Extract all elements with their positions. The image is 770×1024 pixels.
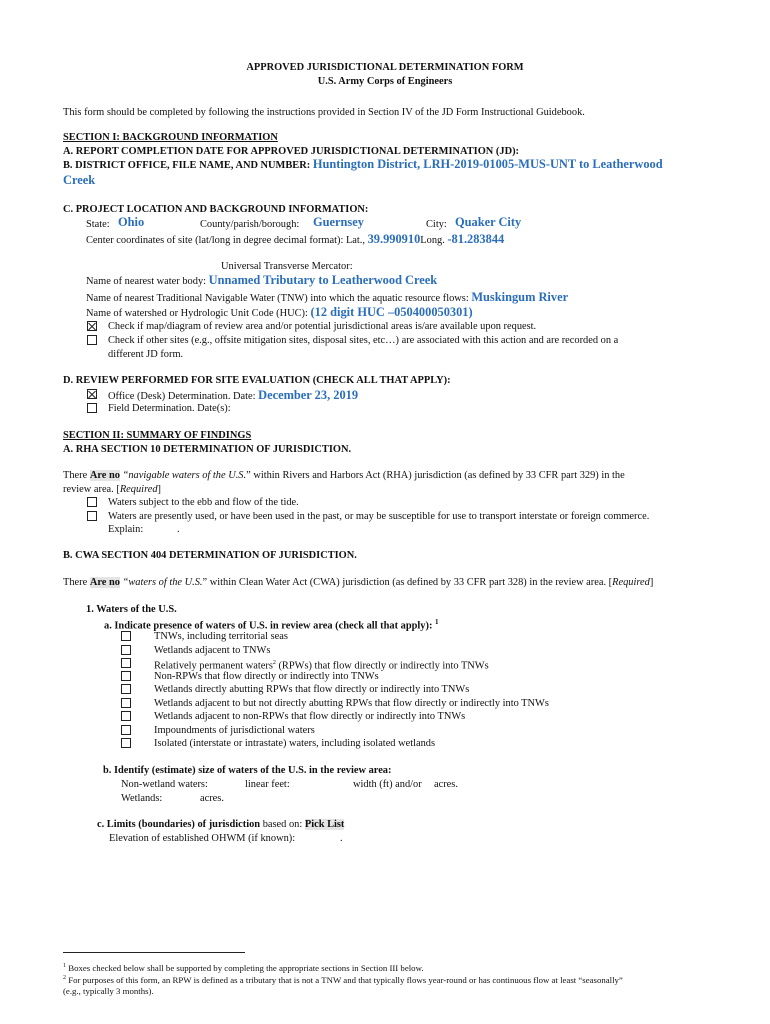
rpw-footnote-ref: 2 <box>272 660 276 666</box>
other-sites-label-cont: different JD form. <box>108 349 184 360</box>
state-label: State: <box>86 219 110 230</box>
water-type-checkbox[interactable] <box>121 671 131 681</box>
section2-heading: SECTION II: SUMMARY OF FINDINGS <box>63 430 252 441</box>
commerce-label: Waters are presently used, or have been used in the past, or may be susceptible for use to transport interstate or foreign commerce. <box>108 511 650 522</box>
water-type-label: TNWs, including territorial seas <box>154 631 288 642</box>
indicate-text: a. Indicate presence of waters of U.S. in review area (check all that apply): <box>104 620 433 632</box>
office-date: December 23, 2019 <box>258 388 359 402</box>
linear-label: linear feet: <box>245 779 290 790</box>
map-diagram-label: Check if map/diagram of review area and/or potential jurisdictional areas is/are available upon request. <box>108 321 537 332</box>
district-value-cont: Creek <box>63 173 96 187</box>
long-value: -81.283844 <box>447 232 505 246</box>
water-type-checkbox[interactable] <box>121 684 131 694</box>
huc-label: Name of watershed or Hydrologic Unit Code (HUC): <box>86 308 308 319</box>
form-title: APPROVED JURISDICTIONAL DETERMINATION FORM <box>246 62 524 73</box>
city-value: Quaker City <box>455 215 522 229</box>
huc-value: (12 digit HUC –050400050301) <box>310 305 473 319</box>
huc-line <box>86 306 473 320</box>
water-type-checkbox[interactable] <box>121 645 131 655</box>
water-type-checkbox[interactable] <box>121 698 131 708</box>
cwa-close: ] <box>649 577 654 588</box>
office-line <box>108 389 358 403</box>
rha-required: Required <box>119 484 158 495</box>
footnote-2-num: 2 <box>63 975 66 981</box>
rha-quote: “navigable waters of the U.S. <box>122 470 247 481</box>
footnote-1-num: 1 <box>63 963 66 969</box>
rha-are-no-picklist[interactable]: Are no <box>89 470 120 481</box>
water-type-label: Wetlands adjacent to non-RPWs that flow directly or indirectly into TNWs <box>154 711 466 722</box>
footnote-1 <box>63 961 424 974</box>
water-type-checkbox[interactable] <box>121 711 131 721</box>
section2-b: B. CWA SECTION 404 DETERMINATION OF JURISDICTION. <box>63 550 357 561</box>
tnw-label: Name of nearest Traditional Navigable Water (TNW) into which the aquatic resource flows: <box>86 293 469 304</box>
water-type-checkbox[interactable] <box>121 631 131 641</box>
section1-c: C. PROJECT LOCATION AND BACKGROUND INFORMATION: <box>63 204 369 215</box>
section1-a: A. REPORT COMPLETION DATE FOR APPROVED JURISDICTIONAL DETERMINATION (JD): <box>63 146 519 157</box>
utm-label: Universal Transverse Mercator: <box>221 261 353 272</box>
rha-line2-text: review area. [ <box>63 484 120 495</box>
footnote-2-text: For purposes of this form, an RPW is defined as a tributary that is not a TNW and that typically flows year-round or has continuous flow at least “seasonally” <box>66 974 623 985</box>
limits-line <box>97 818 344 831</box>
limits-label: c. Limits (boundaries) of jurisdiction <box>97 819 261 830</box>
water-type-label: Non-RPWs that flow directly or indirectly into TNWs <box>154 671 379 682</box>
rpw-label: Relatively permanent waters <box>154 660 273 672</box>
city-label: City: <box>426 219 447 230</box>
rha-there: There <box>63 470 88 481</box>
district-label: B. DISTRICT OFFICE, FILE NAME, AND NUMBER: <box>63 160 311 171</box>
county-label: County/parish/borough: <box>200 219 300 230</box>
footnote-1-text: Boxes checked below shall be supported by completing the appropriate sections in Section III below. <box>66 962 424 973</box>
field-determination-checkbox[interactable] <box>87 403 97 413</box>
limits-basedon: based on: <box>260 819 303 830</box>
cwa-required: Required <box>612 577 650 588</box>
cwa-there: There <box>63 577 88 588</box>
water-type-label: Wetlands adjacent to but not directly abutting RPWs that flow directly or indirectly into TNWs <box>154 698 549 709</box>
rha-close: ] <box>157 484 161 495</box>
ohwm-field[interactable]: . <box>340 833 343 844</box>
explain-field[interactable]: . <box>177 524 180 535</box>
width-label: width (ft) and/or <box>353 779 422 790</box>
water-type-checkbox[interactable] <box>121 725 131 735</box>
office-label: Office (Desk) Determination. Date: <box>108 391 256 402</box>
cwa-line <box>63 576 653 589</box>
tnw-value: Muskingum River <box>471 290 569 304</box>
footnote-2-cont: (e.g., typically 3 months). <box>63 986 154 996</box>
wetlands-acres: acres. <box>200 793 224 804</box>
section1-d: D. REVIEW PERFORMED FOR SITE EVALUATION (CHECK ALL THAT APPLY): <box>63 375 451 386</box>
acres-label: acres. <box>434 779 458 790</box>
rpw-rest: (RPWs) that flow directly or indirectly into TNWs <box>275 660 489 672</box>
ebb-flow-label: Waters subject to the ebb and flow of the tide. <box>108 497 299 508</box>
other-sites-checkbox[interactable] <box>87 335 97 345</box>
district-value: Huntington District, LRH-2019-01005-MUS-UNT to Leatherwood <box>312 157 663 171</box>
rha-line2 <box>63 483 161 496</box>
water-type-checkbox[interactable] <box>121 738 131 748</box>
nonwetland-label: Non-wetland waters: <box>121 779 208 790</box>
section1-b-line <box>63 158 663 172</box>
coords-line <box>86 233 504 247</box>
waters-heading: 1. Waters of the U.S. <box>86 604 177 615</box>
water-type-checkbox[interactable] <box>121 658 131 668</box>
form-subtitle: U.S. Army Corps of Engineers <box>317 76 453 87</box>
field-label: Field Determination. Date(s): <box>108 403 231 414</box>
cwa-quote: “waters of the U.S. <box>122 577 203 588</box>
ebb-flow-checkbox[interactable] <box>87 497 97 507</box>
coords-label: Center coordinates of site (lat/long in degree decimal format): Lat., <box>86 235 365 246</box>
tnw-line <box>86 291 568 305</box>
cwa-rest: ” within Clean Water Act (CWA) jurisdiction (as defined by 33 CFR part 328) in the review area. [ <box>202 577 613 588</box>
county-value: Guernsey <box>313 215 364 229</box>
long-label: Long. <box>420 235 445 246</box>
rha-rest: ” within Rivers and Harbors Act (RHA) jurisdiction (as defined by 33 CFR part 329) in the <box>246 470 625 481</box>
limits-picklist[interactable]: Pick List <box>304 819 345 830</box>
explain-label: Explain: <box>108 524 144 535</box>
section2-a: A. RHA SECTION 10 DETERMINATION OF JURISDICTION. <box>63 444 352 455</box>
indicate-footnote-ref: 1 <box>435 618 439 626</box>
footnote-2 <box>63 973 623 986</box>
water-type-label: Wetlands adjacent to TNWs <box>154 645 271 656</box>
footnote-separator <box>63 952 245 953</box>
water-body-line <box>86 274 437 288</box>
water-type-label: Isolated (interstate or intrastate) waters, including isolated wetlands <box>154 738 436 749</box>
water-body-value: Unnamed Tributary to Leatherwood Creek <box>208 273 438 287</box>
water-type-label: Impoundments of jurisdictional waters <box>154 725 315 736</box>
commerce-checkbox[interactable] <box>87 511 97 521</box>
cwa-are-no-picklist[interactable]: Are no <box>89 577 120 588</box>
rha-line <box>63 469 625 482</box>
intro-text: This form should be completed by following the instructions provided in Section IV of the JD Form Instructional Guidebook. <box>63 107 585 118</box>
water-body-label: Name of nearest water body: <box>86 276 207 287</box>
other-sites-label: Check if other sites (e.g., offsite mitigation sites, disposal sites, etc…) are associated with this action and are recorded on a <box>108 335 619 346</box>
office-determination-checkbox[interactable] <box>87 389 97 399</box>
lat-value: 39.990910 <box>367 232 421 246</box>
map-diagram-checkbox[interactable] <box>87 321 97 331</box>
wetlands-label: Wetlands: <box>121 793 163 804</box>
size-heading: b. Identify (estimate) size of waters of the U.S. in the review area: <box>103 765 392 776</box>
water-type-label: Wetlands directly abutting RPWs that flow directly or indirectly into TNWs <box>154 684 470 695</box>
ohwm-label: Elevation of established OHWM (if known): <box>109 833 296 844</box>
section1-heading: SECTION I: BACKGROUND INFORMATION <box>63 132 278 143</box>
state-value: Ohio <box>118 215 145 229</box>
